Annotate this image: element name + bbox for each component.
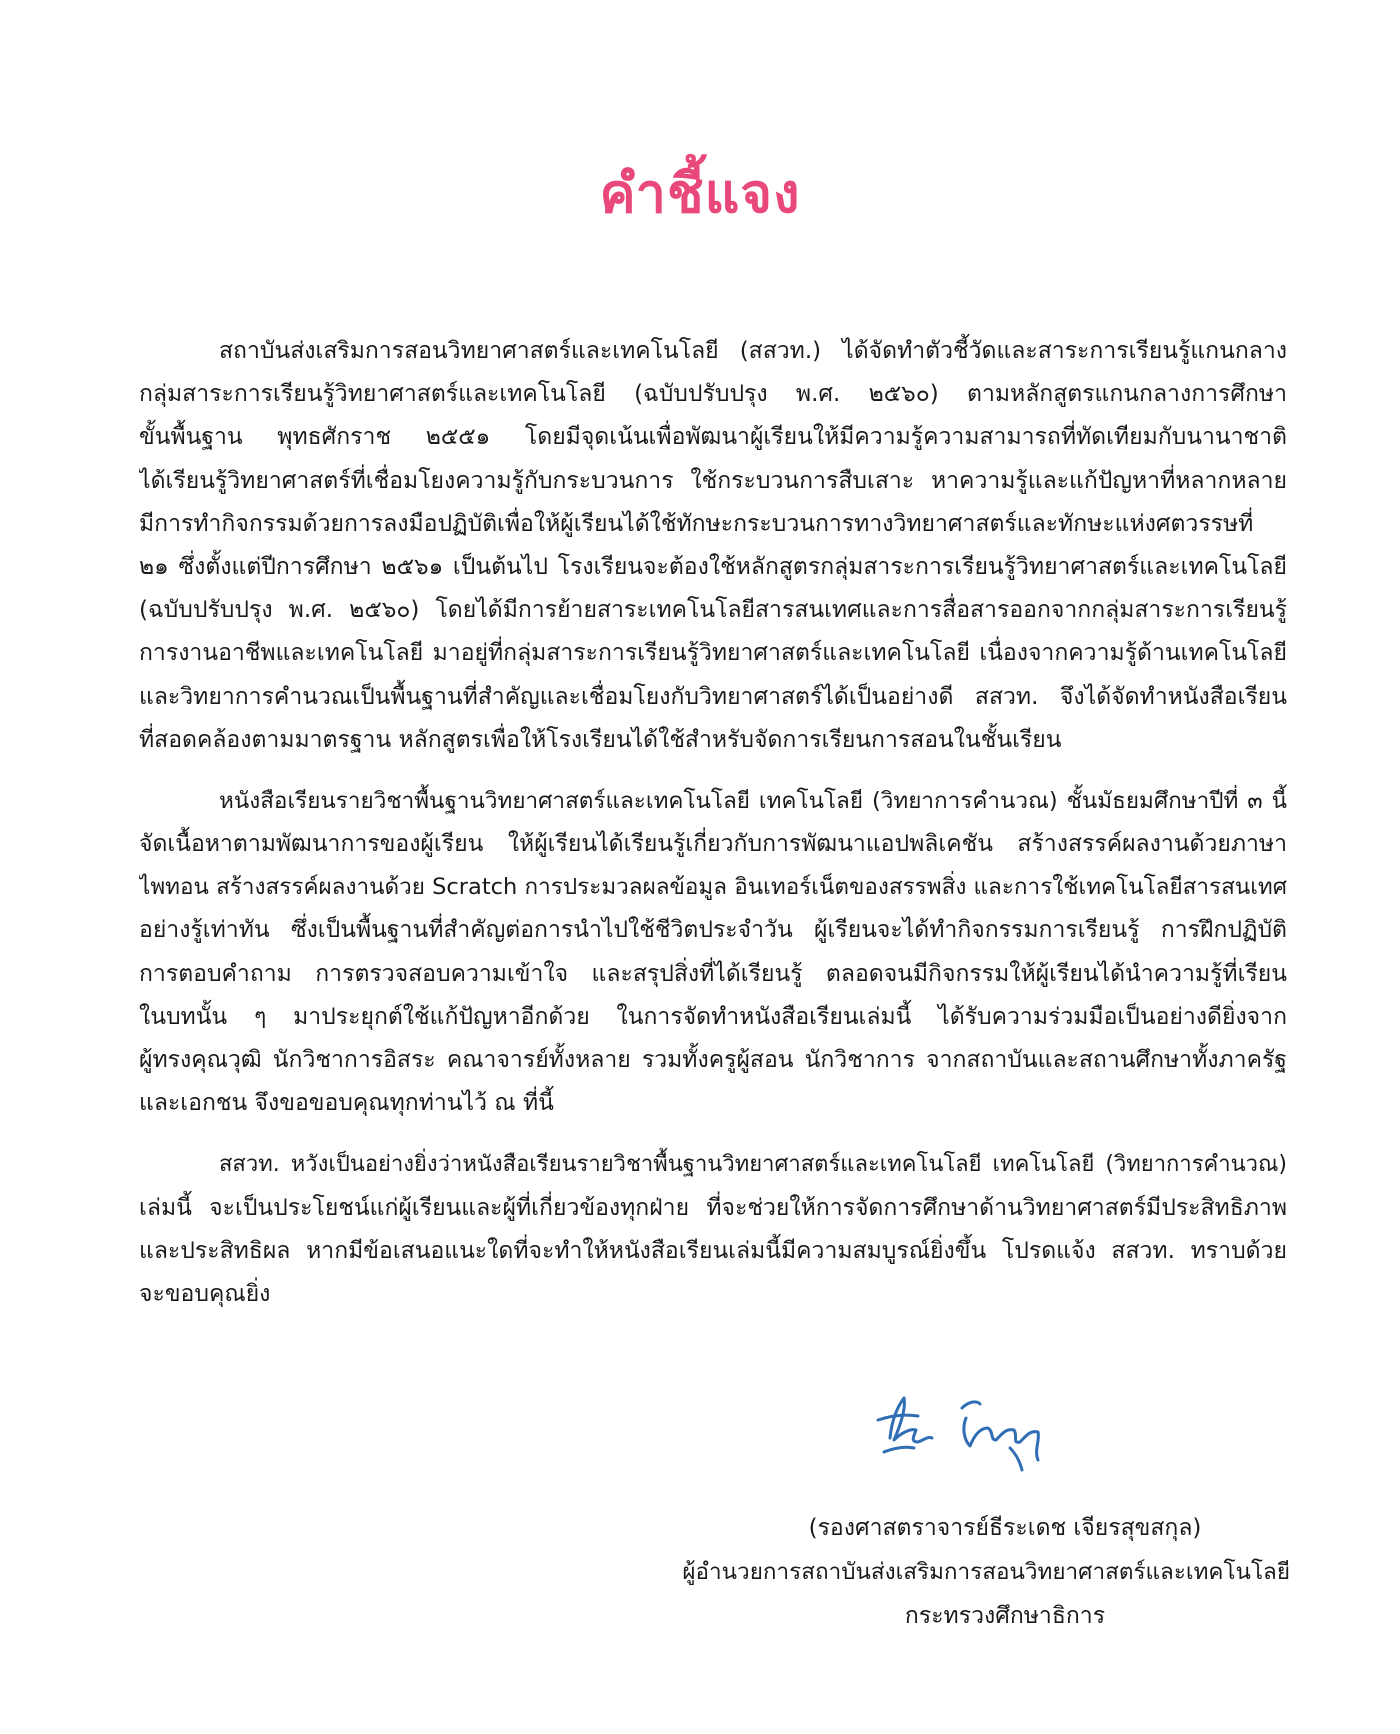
text-line: ในบทนั้น ๆ มาประยุกต์ใช้แก้ปัญหาอีกด้วย ในการจัดทำหนังสือเรียนเล่มนี้ ได้รับความร่วมมือเป็นอย่างดียิ่งจาก <box>139 1003 1287 1030</box>
text-line: จัดเนื้อหาตามพัฒนาการของผู้เรียน ให้ผู้เรียนได้เรียนรู้เกี่ยวกับการพัฒนาแอปพลิเคชัน สร้างสรรค์ผลงานด้วยภาษา <box>139 831 1287 858</box>
paragraph-1 <box>139 330 1287 762</box>
text-line: อย่างรู้เท่าทัน ซึ่งเป็นพื้นฐานที่สำคัญต่อการนำไปใช้ชีวิตประจำวัน ผู้เรียนจะได้ทำกิจกรรมการเรียนรู้ การฝึกปฏิบัติ <box>139 917 1287 944</box>
text-line: และวิทยาการคำนวณเป็นพื้นฐานที่สำคัญและเชื่อมโยงกับวิทยาศาสตร์ได้เป็นอย่างดี สสวท. จึงได้จัดทำหนังสือเรียน <box>139 683 1287 710</box>
signature-block <box>680 1506 1290 1638</box>
text-line: มีการทำกิจกรรมด้วยการลงมือปฏิบัติเพื่อให้ผู้เรียนได้ใช้ทักษะกระบวนการทางวิทยาศาสตร์และทักษะแห่งศตวรรษที่ <box>139 510 1254 537</box>
signatory-organization: กระทรวงศึกษาธิการ <box>904 1603 1106 1629</box>
text-line: ๒๑ ซึ่งตั้งแต่ปีการศึกษา ๒๕๖๑ เป็นต้นไป โรงเรียนจะต้องใช้หลักสูตรกลุ่มสาระการเรียนรู้วิทยาศาสตร์และเทคโนโลยี <box>139 553 1287 580</box>
text-line: การงานอาชีพและเทคโนโลยี มาอยู่ที่กลุ่มสาระการเรียนรู้วิทยาศาสตร์และเทคโนโลยี เนื่องจากความรู้ด้านเทคโนโลยี <box>139 640 1287 667</box>
text-line: ขั้นพื้นฐาน พุทธศักราช ๒๕๕๑ โดยมีจุดเน้นเพื่อพัฒนาผู้เรียนให้มีความรู้ความสามารถที่ทัดเทียมกับนานาชาติ <box>139 424 1287 451</box>
text-line: และเอกชน จึงขอขอบคุณทุกท่านไว้ ณ ที่นี้ <box>139 1090 554 1117</box>
signatory-name: (รองศาสตราจารย์ธีระเดช เจียรสุขสกุล) <box>808 1515 1202 1541</box>
handwritten-signature <box>870 1378 1070 1478</box>
text-line: และประสิทธิผล หากมีข้อเสนอแนะใดที่จะทำให้หนังสือเรียนเล่มนี้มีความสมบูรณ์ยิ่งขึ้น โปรดแจ้ง สสวท. ทราบด้วย <box>139 1237 1287 1264</box>
text-line: ที่สอดคล้องตามมาตรฐาน หลักสูตรเพื่อให้โรงเรียนได้ใช้สำหรับจัดการเรียนการสอนในชั้นเรียน <box>139 726 1062 753</box>
body-text <box>139 330 1287 1334</box>
text-line: เล่มนี้ จะเป็นประโยชน์แก่ผู้เรียนและผู้ที่เกี่ยวข้องทุกฝ่าย ที่จะช่วยให้การจัดการศึกษาด้านวิทยาศาสตร์มีประสิทธิภาพ <box>139 1194 1287 1221</box>
paragraph-2 <box>139 780 1287 1126</box>
text-line: สสวท. หวังเป็นอย่างยิ่งว่าหนังสือเรียนรายวิชาพื้นฐานวิทยาศาสตร์และเทคโนโลยี เทคโนโลยี (วิทยาการคำนวณ) <box>219 1152 1287 1178</box>
text-line: หนังสือเรียนรายวิชาพื้นฐานวิทยาศาสตร์และเทคโนโลยี เทคโนโลยี (วิทยาการคำนวณ) ชั้นมัธยมศึกษาปีที่ ๓ นี้ <box>219 787 1287 814</box>
text-line: ผู้ทรงคุณวุฒิ นักวิชาการอิสระ คณาจารย์ทั้งหลาย รวมทั้งครูผู้สอน นักวิชาการ จากสถาบันและสถานศึกษาทั้งภาครัฐ <box>139 1047 1287 1073</box>
paragraph-3 <box>139 1143 1287 1316</box>
text-line: ได้เรียนรู้วิทยาศาสตร์ที่เชื่อมโยงความรู้กับกระบวนการ ใช้กระบวนการสืบเสาะ หาความรู้และแก้ปัญหาที่หลากหลาย <box>139 467 1287 494</box>
signatory-position: ผู้อำนวยการสถาบันส่งเสริมการสอนวิทยาศาสตร์และเทคโนโลยี <box>682 1559 1290 1585</box>
text-line: (ฉบับปรับปรุง พ.ศ. ๒๕๖๐) โดยได้มีการย้ายสาระเทคโนโลยีสารสนเทศและการสื่อสารออกจากกลุ่มสาระการเรียนรู้ <box>139 597 1287 624</box>
text-line: การตอบคำถาม การตรวจสอบความเข้าใจ และสรุปสิ่งที่ได้เรียนรู้ ตลอดจนมีกิจกรรมให้ผู้เรียนได้นำความรู้ที่เรียน <box>139 960 1287 987</box>
text-line: จะขอบคุณยิ่ง <box>139 1280 271 1307</box>
text-line: ไพทอน สร้างสรรค์ผลงานด้วย Scratch การประมวลผลข้อมูล อินเทอร์เน็ตของสรรพสิ่ง และการใช้เทคโนโลยีสารสนเทศ <box>139 874 1287 901</box>
text-line: สถาบันส่งเสริมการสอนวิทยาศาสตร์และเทคโนโลยี (สสวท.) ได้จัดทำตัวชี้วัดและสาระการเรียนรู้แกนกลาง <box>219 338 1287 364</box>
text-line: กลุ่มสาระการเรียนรู้วิทยาศาสตร์และเทคโนโลยี (ฉบับปรับปรุง พ.ศ. ๒๕๖๐) ตามหลักสูตรแกนกลางการศึกษา <box>139 381 1287 408</box>
page-title: คำชี้แจง <box>599 162 801 225</box>
